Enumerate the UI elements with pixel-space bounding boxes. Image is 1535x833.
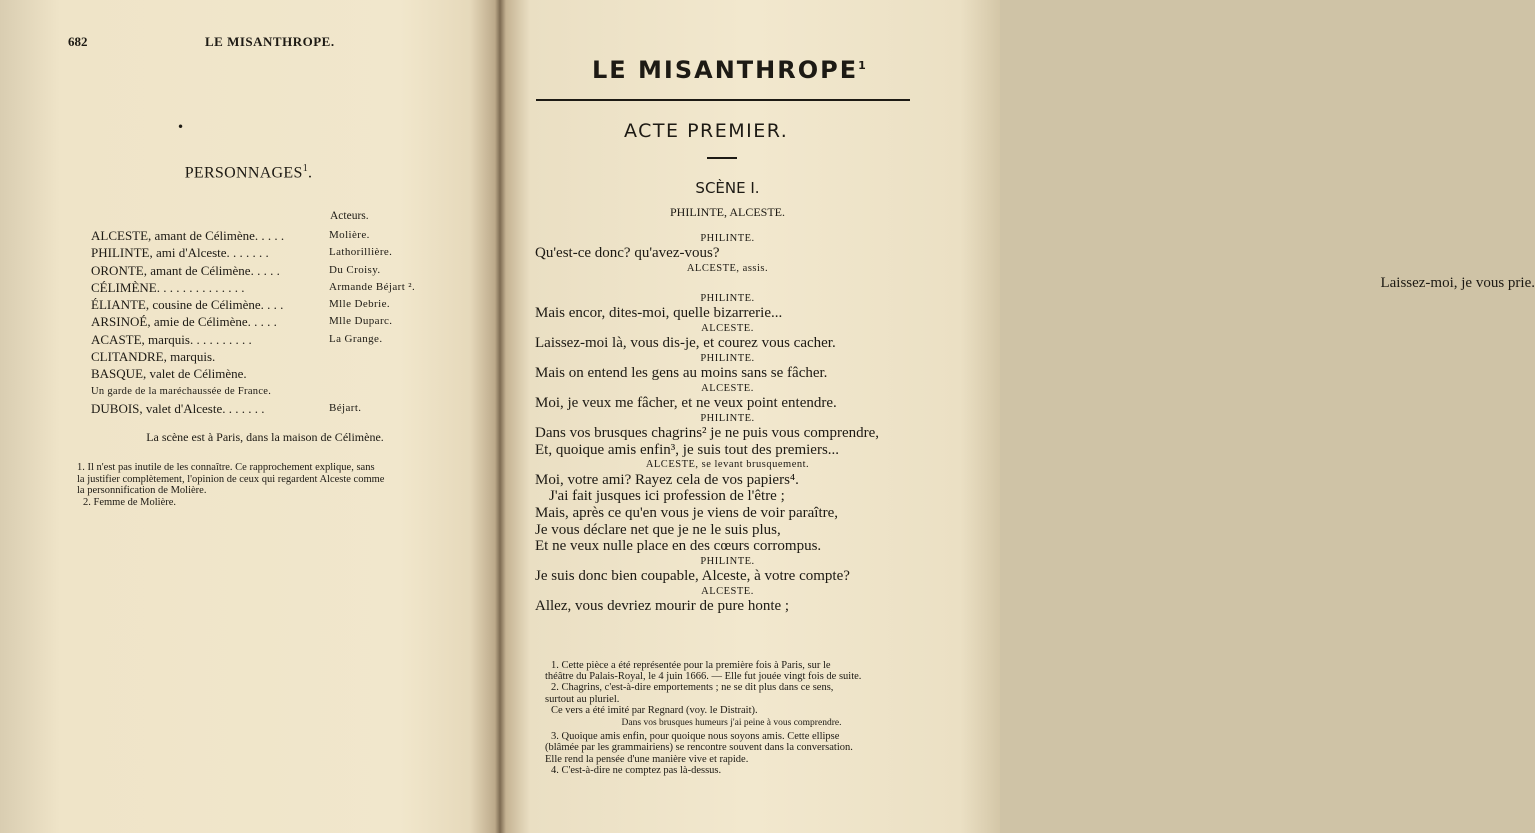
cast-list (91, 227, 471, 417)
cast-role: CÉLIMÈNE. . . . . . . . . . . . . . (91, 279, 245, 295)
page-number: 682 (68, 34, 88, 49)
verse-line: Et ne veux nulle place en des cœurs corrompus. (535, 538, 822, 555)
verse-line: Laissez-moi là, vous dis-je, et courez vous cacher. (535, 335, 836, 352)
verse-line: J'ai fait jusques ici profession de l'être ; (549, 488, 785, 505)
cast-role: ACASTE, marquis. . . . . . . . . . (91, 331, 252, 347)
scene-location: La scène est à Paris, dans la maison de Célimène. (146, 430, 384, 444)
speaker-label: ALCESTE. (701, 585, 754, 597)
play-title (592, 56, 868, 84)
cast-title-note: 1 (302, 163, 308, 174)
cast-actor: La Grange. (329, 332, 383, 345)
verse-line: Dans vos brusques chagrins² je ne puis vous comprendre, (535, 425, 880, 442)
verse-line: Et, quoique amis enfin³, je suis tout des premiers... (535, 441, 840, 458)
left-page (0, 0, 497, 833)
act-rule (707, 157, 737, 159)
play-title-note: 1 (858, 59, 868, 72)
speaker-label: PHILINTE. (700, 412, 755, 424)
cast-actor: Lathorillière. (329, 246, 393, 259)
speaker-label: ALCESTE. (701, 382, 754, 394)
footnote-line: Ce vers a été imité par Regnard (voy. le Distrait). (551, 704, 758, 716)
scene-characters: PHILINTE, ALCESTE. (670, 205, 785, 219)
cast-role: ALCESTE, amant de Célimène. . . . . (91, 228, 285, 243)
printer-mark: • (177, 120, 185, 134)
cast-role: CLITANDRE, marquis. (91, 349, 216, 365)
left-footnotes (77, 462, 467, 508)
cast-row (91, 331, 471, 348)
cast-actor: Mlle Debrie. (329, 298, 391, 311)
cast-row (91, 279, 471, 296)
verse-line: Mais on entend les gens au moins sans se fâcher. (535, 365, 828, 382)
verse-line: Je suis donc bien coupable, Alceste, à votre compte? (535, 568, 850, 585)
verse-line: Allez, vous devriez mourir de pure honte ; (535, 598, 790, 615)
verse-line: Mais, après ce qu'en vous je viens de voir paraître, (535, 505, 839, 522)
footnote-line: 4. C'est-à-dire ne comptez pas là-dessus. (551, 764, 722, 776)
verse-line: Moi, je veux me fâcher, et ne veux point entendre. (535, 395, 837, 412)
cast-role: DUBOIS, valet d'Alceste. . . . . . . (91, 400, 265, 416)
speaker-label: ALCESTE, se levant brusquement. (645, 459, 810, 471)
dialogue (535, 232, 1535, 615)
verse-line: Mais encor, dites-moi, quelle bizarrerie... (535, 305, 783, 322)
act-heading: ACTE PREMIER. (624, 120, 789, 142)
cast-actor: Béjart. (329, 401, 362, 414)
footnote-line: 3. Quoique amis enfin, pour quoique nous soyons amis. Cette ellipse (551, 731, 840, 743)
cast-role: PHILINTE, ami d'Alceste. . . . . . . (91, 245, 269, 261)
title-rule (536, 99, 910, 101)
cast-row (91, 383, 471, 400)
right-footnotes (545, 660, 918, 776)
footnote-line: Elle rend la pensée d'une manière vive et rapide. (545, 753, 749, 765)
cast-row (91, 400, 471, 417)
cast-role: ÉLIANTE, cousine de Célimène. . . . (91, 297, 284, 313)
cast-role: BASQUE, valet de Célimène. (91, 366, 247, 382)
cast-row (91, 313, 471, 330)
cast-title: PERSONNAGES$^1$. (184, 163, 313, 182)
footnote-line: (blâmée par les grammairiens) se rencontre souvent dans la conversation. (545, 742, 853, 754)
verse-line: Moi, votre ami? Rayez cela de vos papiers⁴. (535, 471, 799, 488)
footnote-line: la justifier complètement, l'opinion de ceux qui regardent Alceste comme (77, 473, 385, 485)
cast-row (91, 262, 471, 279)
footnote-line: surtout au pluriel. (545, 693, 620, 705)
footnote-line: Dans vos brusques humeurs j'ai peine à vous comprendre. (621, 718, 842, 729)
cast-actor: Du Croisy. (329, 263, 381, 276)
cast-row (91, 296, 471, 313)
footnote-line: 1. Il n'est pas inutile de les connaître. Ce rapprochement explique, sans (77, 462, 375, 473)
speaker-label: ALCESTE. (701, 322, 754, 334)
verse-line: Laissez-moi, je vous prie. (1380, 275, 1535, 292)
cast-row (91, 348, 471, 365)
cast-row (91, 227, 471, 244)
footnote-line: la personnification de Molière. (77, 485, 207, 496)
footnote-line: 2. Femme de Molière. (83, 496, 177, 508)
cast-actor: Armande Béjart ². (329, 280, 416, 293)
right-page (505, 0, 1535, 833)
cast-role: ORONTE, amant de Célimène. . . . . (91, 262, 280, 278)
cast-role: ARSINOÉ, amie de Célimène. . . . . (91, 314, 277, 330)
footnote-line: théâtre du Palais-Royal, le 4 juin 1666. — Elle fut jouée vingt fois de suite. (545, 671, 862, 683)
footnote-line: 2. Chagrins, c'est-à-dire emportements ; ne se dit plus dans ce sens, (551, 682, 834, 694)
running-head: LE MISANTHROPE. (205, 34, 335, 49)
cast-title-text: PERSONNAGES (184, 164, 303, 182)
speaker-label: PHILINTE. (700, 292, 755, 304)
verse-line: Qu'est-ce donc? qu'avez-vous? (535, 245, 720, 262)
speaker-label: PHILINTE. (700, 352, 755, 364)
play-title-text: LE MISANTHROPE (592, 56, 859, 84)
actors-heading: Acteurs. (330, 210, 369, 222)
scene-heading: SCÈNE I. (695, 179, 760, 197)
footnote-line: 1. Cette pièce a été représentée pour la première fois à Paris, sur le (551, 660, 831, 671)
cast-actor: Molière. (329, 229, 370, 241)
verse-line: Je vous déclare net que je ne le suis plus, (535, 521, 781, 538)
cast-row (91, 365, 471, 382)
speaker-label: ALCESTE, assis. (686, 262, 769, 274)
speaker-label: PHILINTE. (700, 555, 755, 567)
cast-actor: Mlle Duparc. (329, 315, 393, 328)
cast-row (91, 244, 471, 261)
cast-role: Un garde de la maréchaussée de France. (91, 385, 272, 397)
speaker-label: PHILINTE. (700, 233, 755, 244)
